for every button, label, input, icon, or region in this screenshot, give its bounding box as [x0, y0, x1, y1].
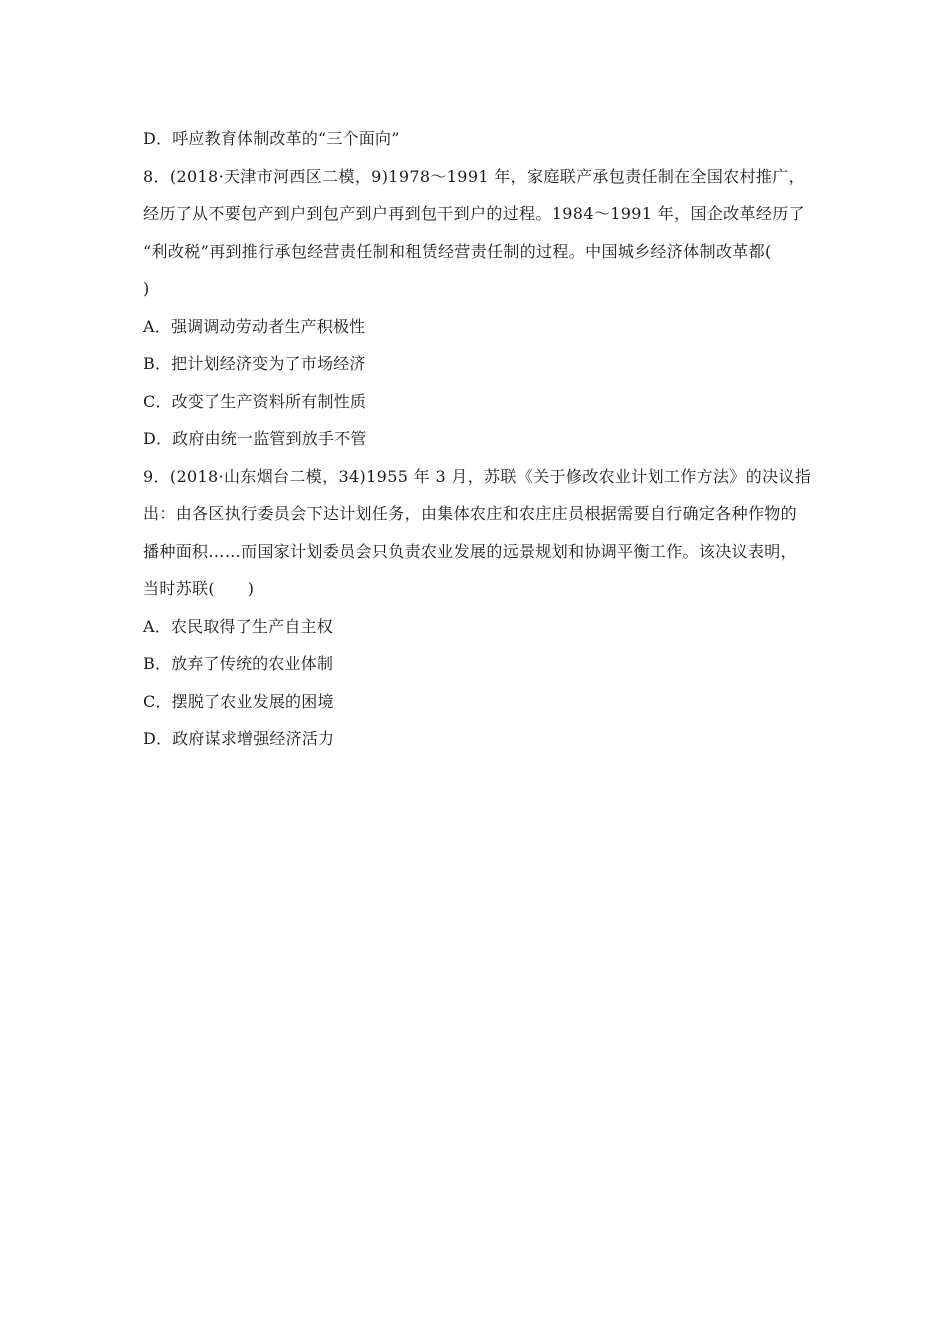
q8-option-c: C．改变了生产资料所有制性质 — [143, 391, 367, 411]
question-8-options — [143, 308, 823, 458]
q9-stem-line: 9．(2018·山东烟台二模，34)1955 年 3 月，苏联《关于修改农业计划工作方法》的决议指 — [143, 466, 812, 486]
q9-option-c: C．摆脱了农业发展的困境 — [143, 691, 334, 711]
q8-option-d: D．政府由统一监管到放手不管 — [143, 429, 367, 448]
q9-option-d: D．政府谋求增强经济活力 — [143, 729, 335, 748]
q8-option-a: A．强调调动劳动者生产积极性 — [143, 316, 366, 336]
question-8-stem — [143, 158, 823, 308]
q9-stem-line: 出：由各区执行委员会下达计划任务，由集体农庄和农庄庄员根据需要自行确定各种作物的 — [143, 504, 798, 523]
q8-stem-line: ) — [143, 279, 150, 298]
question-9-stem — [143, 458, 823, 608]
q7-option-d: D．呼应教育体制改革的“三个面向” — [143, 129, 400, 148]
q9-option-a: A．农民取得了生产自主权 — [143, 616, 333, 636]
q9-stem-line: 播种面积……而国家计划委员会只负责农业发展的远景规划和协调平衡工作。该决议表明， — [143, 541, 798, 561]
q8-stem-line: “利改税”再到推行承包经营责任制和租赁经营责任制的过程。中国城乡经济体制改革都( — [143, 241, 772, 261]
document-page — [143, 120, 823, 758]
q8-option-b: B．把计划经济变为了市场经济 — [143, 354, 366, 373]
q9-stem-line: 当时苏联( ) — [143, 579, 255, 598]
q8-stem-line: 经历了从不要包产到户到包产到户再到包干到户的过程。1984～1991 年，国企改革经历了 — [143, 204, 805, 223]
question-9-options — [143, 608, 823, 758]
q9-option-b: B．放弃了传统的农业体制 — [143, 654, 334, 673]
q8-stem-line: 8．(2018·天津市河西区二模，9)1978～1991 年，家庭联产承包责任制在全国农村推广， — [143, 166, 805, 186]
